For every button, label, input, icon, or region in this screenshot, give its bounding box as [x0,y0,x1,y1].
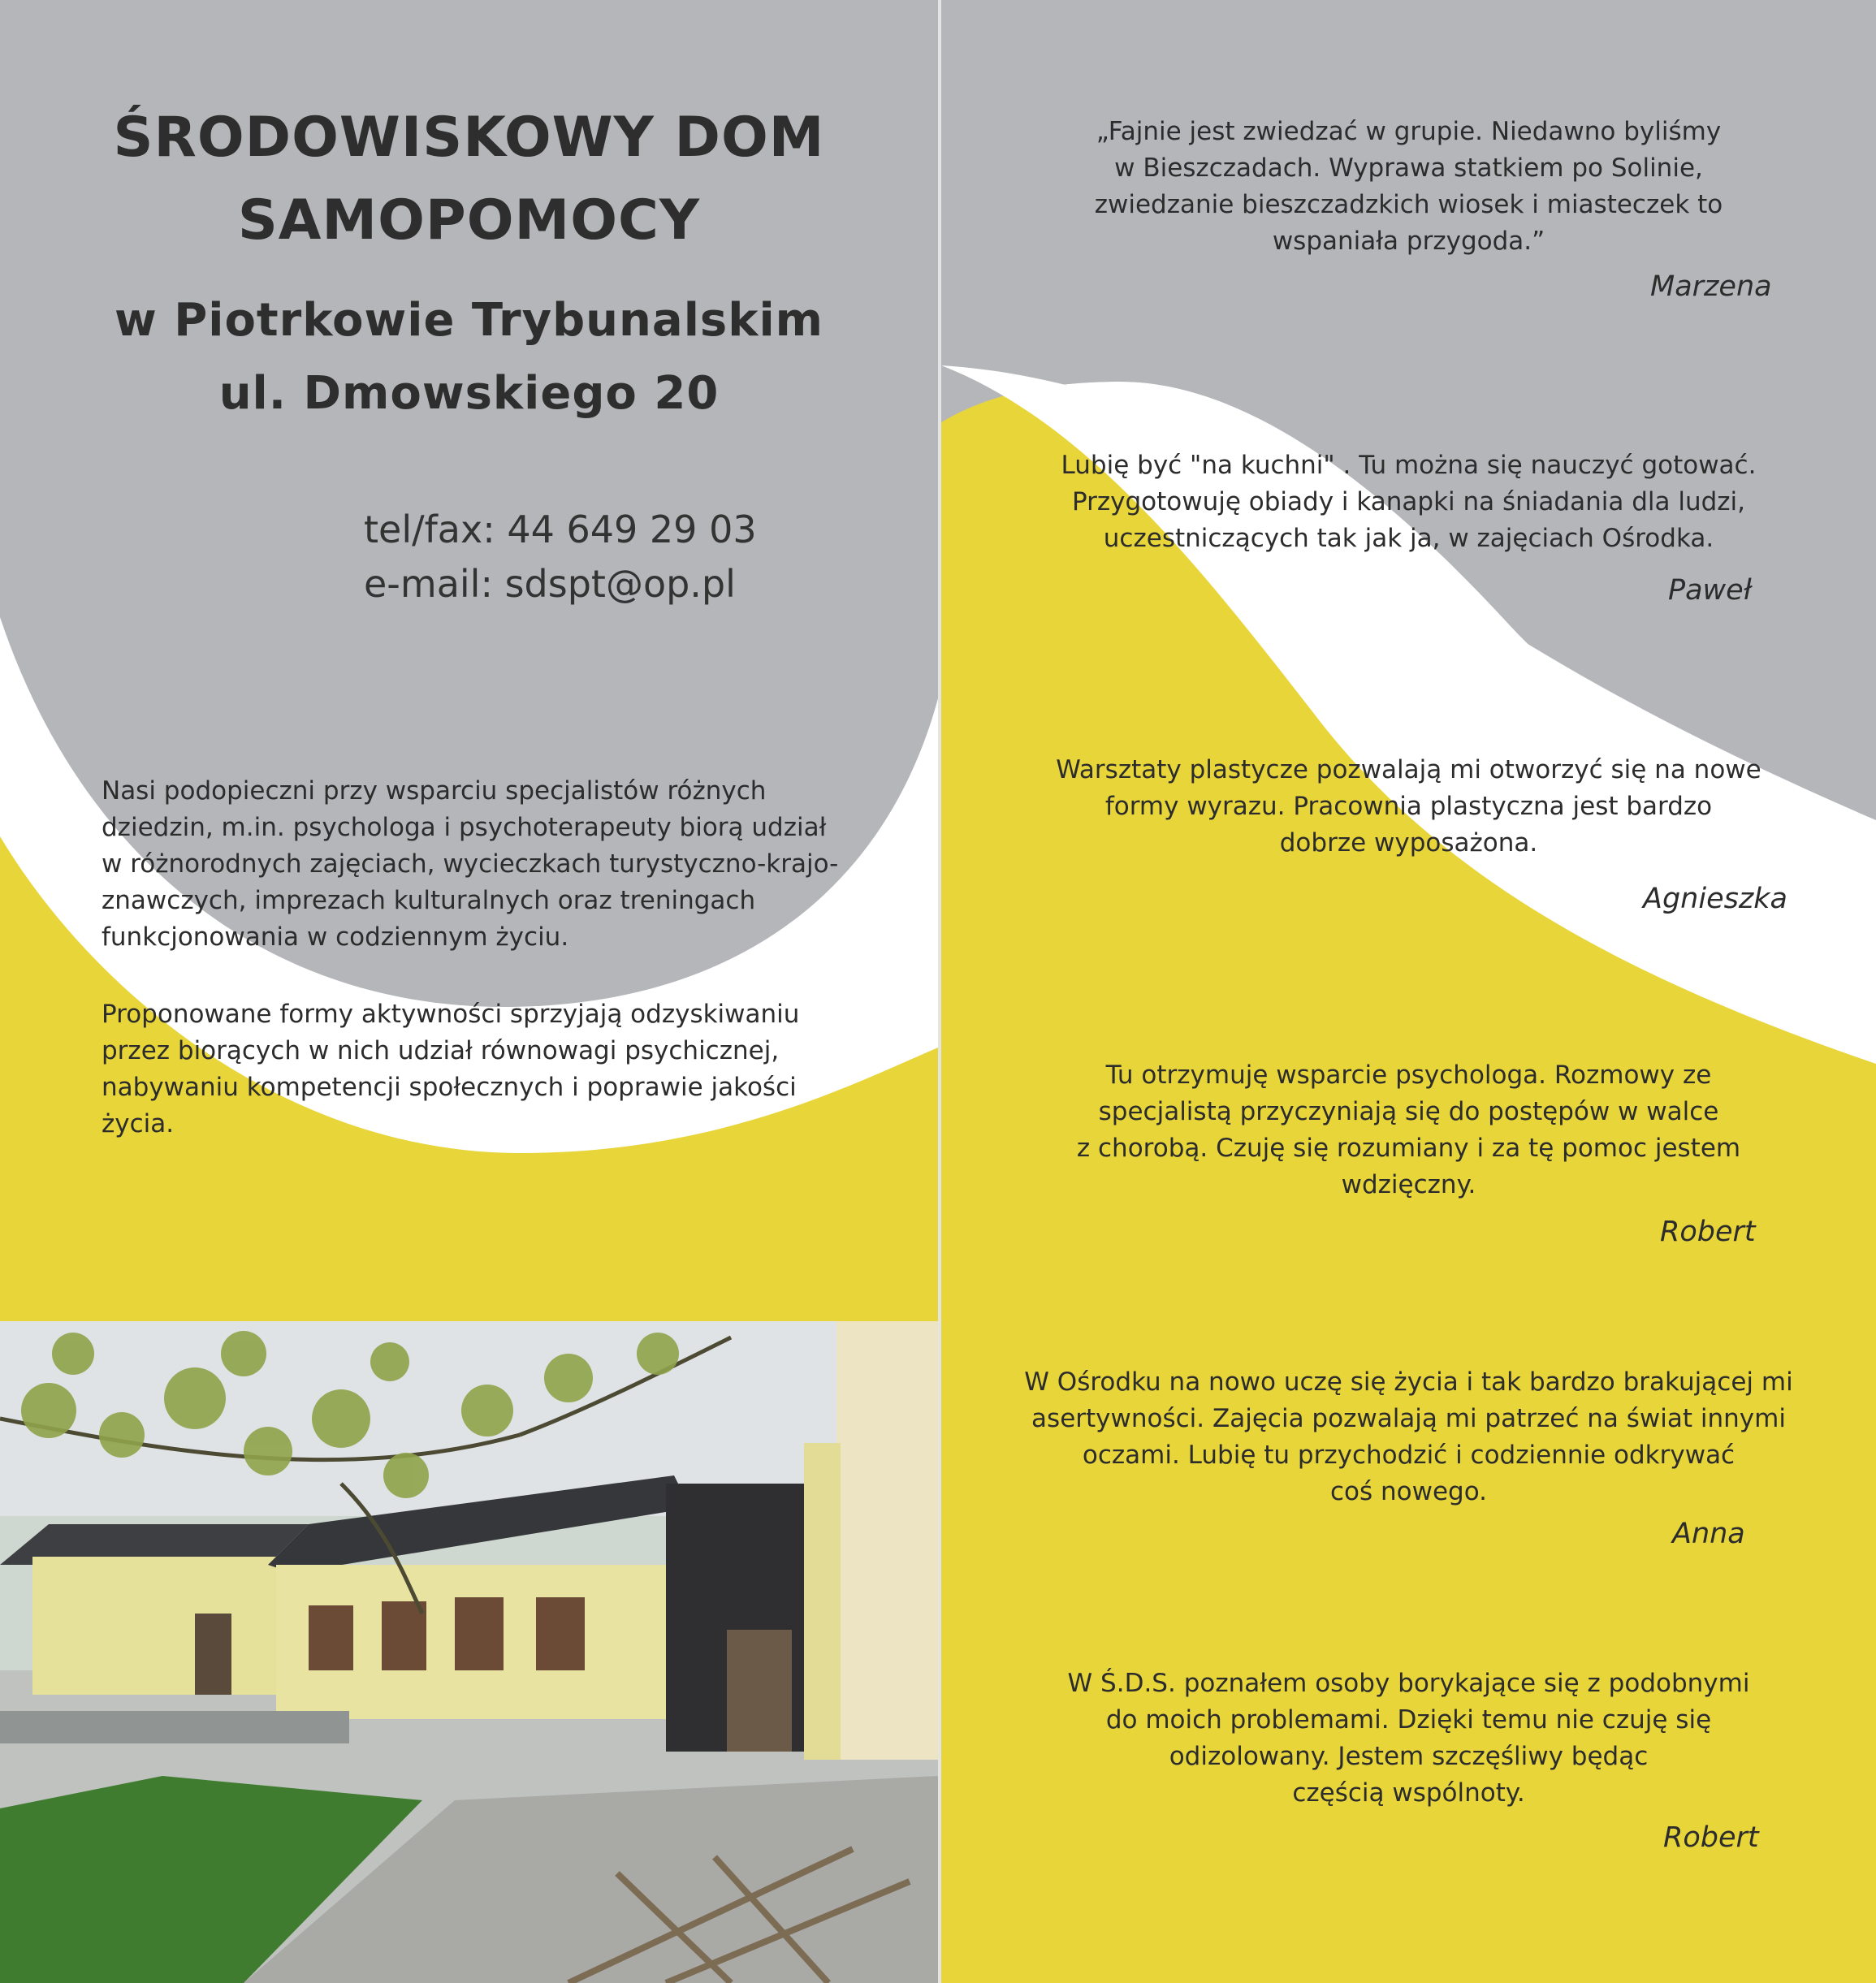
testimonial-line: z chorobą. Czuję się rozumiany i za tę pomoc jestem [1076,1134,1741,1163]
testimonial-line: W Ś.D.S. poznałem osoby borykające się z podobnymi [1067,1669,1750,1698]
testimonial-line: Warsztaty plastycze pozwalają mi otworzyć się na nowe [1056,755,1761,784]
testimonial-line: W Ośrodku na nowo uczę się życia i tak bardzo brakującej mi [1024,1367,1793,1397]
testimonial-6-text [941,1665,1876,1812]
testimonial-6-author: Robert [1663,1821,1759,1854]
testimonial-line: „Fajnie jest zwiedzać w grupie. Niedawno byliśmy [1096,117,1722,146]
testimonial-3-author: Agnieszka [1643,883,1787,915]
testimonial-line: asertywności. Zajęcia pozwalają mi patrzeć na świat innymi [1031,1404,1786,1433]
description-paragraph-1: Nasi podopieczni przy wsparciu specjalistów różnych dziedzin, m.in. psychologa i psychoterapeuty biorą udział w różnorodnych zajęciach, wycieczkach turystyczno-krajo-znawczych, imprezach kulturalnych oraz treningach funkcjonowania w codziennym życiu. [102,776,839,952]
testimonial-5-text [941,1364,1876,1510]
testimonial-line: uczestniczących tak jak ja, w zajęciach Ośrodka. [1103,524,1714,553]
testimonial-line: zwiedzanie bieszczadzkich wiosek i miasteczek to [1094,190,1723,219]
testimonial-line: częścią wspólnoty. [1292,1778,1525,1808]
testimonial-line: dobrze wyposażona. [1279,828,1538,858]
testimonial-line: odizolowany. Jestem szczęśliwy będąc [1169,1742,1649,1771]
testimonial-line: Tu otrzymuję wsparcie psychologa. Rozmowy ze [1105,1061,1712,1090]
testimonial-3-text [941,752,1876,862]
phone-fax: tel/fax: 44 649 29 03 [364,508,757,551]
building-photo [0,1321,938,1983]
testimonial-line: Lubię być "na kuchni" . Tu można się nauczyć gotować. [1061,451,1757,480]
testimonial-line: oczami. Lubię tu przychodzić i codziennie odkrywać [1082,1441,1736,1470]
testimonial-line: wspaniała przygoda.” [1272,227,1545,256]
testimonial-2-author: Paweł [1668,574,1752,607]
testimonial-line: Przygotowuję obiady i kanapki na śniadania dla ludzi, [1071,487,1746,516]
testimonial-5-author: Anna [1672,1518,1745,1550]
description-paragraph-2: Proponowane formy aktywności sprzyjają odzyskiwaniu przez biorących w nich udział równowagi psychicznej, nabywaniu kompetencji społecznych i poprawie jakości życia. [102,1000,800,1138]
title-line-2: SAMOPOMOCY [237,188,701,253]
testimonial-line: w Bieszczadach. Wyprawa statkiem po Solinie, [1114,153,1703,183]
title-line-1: ŚRODOWISKOWY DOM [113,106,825,170]
testimonial-line: formy wyrazu. Pracownia plastyczna jest bardzo [1104,792,1713,821]
subtitle-city: w Piotrkowie Trybunalskim [114,294,824,347]
email-address: e-mail: sdspt@op.pl [364,562,736,606]
right-panel [941,0,1876,1983]
testimonial-line: coś nowego. [1329,1477,1487,1506]
testimonial-2-text [941,447,1876,557]
testimonial-line: specjalistą przyczyniają się do postępów w walce [1098,1097,1719,1126]
testimonial-1-author: Marzena [1650,270,1772,303]
subtitle-address: ul. Dmowskiego 20 [218,367,720,420]
testimonial-4-author: Robert [1660,1216,1756,1248]
testimonial-line: do moich problemami. Dzięki temu nie czuję się [1105,1705,1712,1735]
testimonial-4-text [941,1057,1876,1203]
testimonial-line: wdzięczny. [1341,1170,1476,1199]
testimonial-1-text [941,114,1876,260]
